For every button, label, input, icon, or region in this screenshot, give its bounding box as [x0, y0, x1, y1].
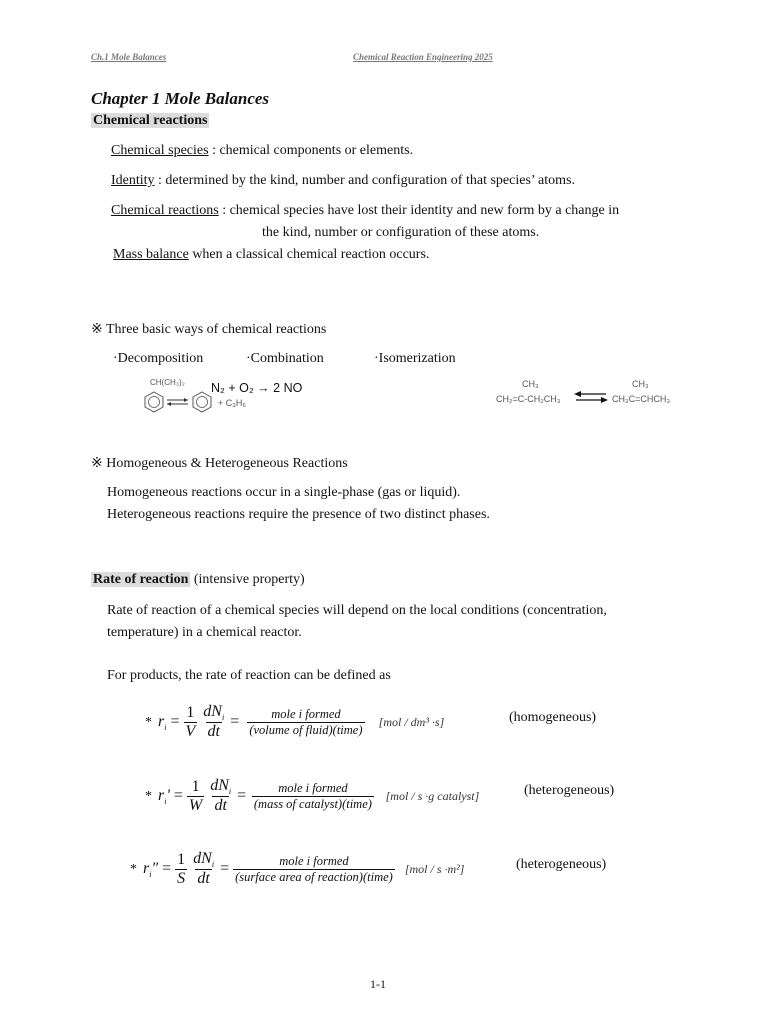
type-combination: ·Combination	[246, 351, 324, 366]
header-left: Ch.1 Mole Balances	[91, 52, 167, 62]
eq-dt: dt	[214, 797, 227, 815]
eq-star: *	[130, 861, 137, 877]
def-chemical-reactions-cont: the kind, number or configuration of these atoms.	[262, 225, 540, 240]
eq-one: 1	[186, 703, 195, 721]
equation-heterogeneous-surface: * $r_i''$ = $\frac{1}{S}$ $\frac{dN_i}{dt}$ = $\frac{\text{mole i formed}}{\text{(surface area of reaction)(time)}}$ [mol / s ·m²]	[130, 850, 465, 888]
eq-dt: dt	[207, 723, 220, 741]
def-identity	[111, 173, 575, 189]
eq-numerator: mole i formed	[271, 706, 341, 721]
eq-star: *	[145, 714, 152, 730]
eq-mass: W	[188, 796, 203, 814]
term: Chemical species	[111, 143, 209, 158]
equilibrium-arrows	[572, 390, 610, 404]
eq-denominator: (mass of catalyst)(time)	[253, 796, 372, 811]
eq-surface: S	[177, 869, 186, 887]
term: Mass balance	[113, 247, 189, 262]
eq-label-homogeneous: (homogeneous)	[509, 710, 597, 725]
homo-title: ※ Homogeneous & Heterogeneous Reactions	[91, 456, 348, 471]
section-heading-chemical-reactions	[91, 111, 209, 129]
eq-denominator: (volume of fluid)(time)	[249, 722, 363, 737]
def-chemical-reactions	[111, 203, 619, 219]
rate-para-1: Rate of reaction of a chemical species will depend on the local conditions (concentration,	[107, 603, 607, 618]
eq-dn: dN	[193, 850, 212, 867]
page-number: 1-1	[370, 977, 386, 991]
rate-note: (intensive property)	[190, 572, 305, 587]
eq-label-heterogeneous-1: (heterogeneous)	[524, 783, 615, 798]
def-chemical-species	[111, 143, 413, 159]
iso-right-methyl: CH₃	[632, 379, 649, 389]
eq-lhs: r	[143, 859, 150, 877]
ways-title: ※ Three basic ways of chemical reactions	[91, 322, 327, 337]
definition: : determined by the kind, number and configuration of that species’ atoms.	[154, 173, 575, 188]
iso-left-methyl: CH₃	[522, 379, 539, 389]
section-heading-text: Chemical reactions	[93, 113, 208, 128]
eq-unit: [mol / s ·m²]	[404, 861, 465, 876]
homo-line-2: Heterogeneous reactions require the presence of two distinct phases.	[107, 507, 490, 522]
eq-dn: dN	[203, 703, 222, 720]
eq-prime: '	[166, 786, 170, 804]
eq-sub: i	[164, 722, 167, 732]
eq-one: 1	[191, 777, 200, 795]
decomp-substituent: CH(CH₃)₂	[150, 378, 185, 387]
def-mass-balance	[113, 247, 429, 263]
rate-heading: Rate of reaction	[93, 572, 189, 587]
eq-label-heterogeneous-2: (heterogeneous)	[516, 857, 607, 872]
eq-lhs: r	[158, 786, 165, 804]
iso-left-molecule: CH₂=C-CH₂CH₃	[496, 394, 561, 404]
eq-dn-sub: i	[228, 787, 232, 797]
eq-one: 1	[177, 850, 186, 868]
definition: : chemical species have lost their identity and new form by a change in	[218, 203, 620, 218]
eq-star: *	[145, 788, 152, 804]
rate-heading-line	[91, 572, 305, 588]
eq-dn: dN	[210, 777, 229, 794]
term: Chemical reactions	[111, 203, 219, 218]
decomp-product: + C₃H₆	[218, 398, 247, 408]
definition: : chemical components or elements.	[208, 143, 414, 158]
eq-dn-sub: i	[211, 860, 215, 870]
equation-heterogeneous-mass: * $r_i'$ = $\frac{1}{W}$ $\frac{dN_i}{dt}$ = $\frac{\text{mole i formed}}{\text{(mass of catalyst)(time)}}$ [mol / s ·g catalyst]	[145, 777, 480, 815]
eq-numerator: mole i formed	[279, 853, 349, 868]
eq-numerator: mole i formed	[278, 780, 348, 795]
eq-lhs: r	[158, 712, 165, 730]
combination-equation: N₂ + O₂ → 2 NO	[211, 381, 303, 395]
eq-prime: ″	[151, 859, 159, 877]
definition: when a classical chemical reaction occurs.	[188, 247, 430, 262]
type-isomerization: ·Isomerization	[374, 351, 456, 366]
eq-unit: [mol / dm³ ·s]	[378, 714, 445, 729]
type-decomposition: ·Decomposition	[113, 351, 204, 366]
chapter-title: Chapter 1 Mole Balances	[91, 89, 270, 108]
homo-line-1: Homogeneous reactions occur in a single-phase (gas or liquid).	[107, 485, 461, 500]
header-right: Chemical Reaction Engineering 2025	[353, 52, 493, 62]
eq-dn-sub: i	[221, 713, 225, 723]
eq-denominator: (surface area of reaction)(time)	[235, 869, 393, 884]
eq-sub: i	[164, 796, 167, 806]
eq-unit: [mol / s ·g catalyst]	[385, 788, 480, 803]
rate-para-1b: temperature) in a chemical reactor.	[107, 625, 302, 640]
eq-sub: i	[149, 869, 152, 879]
eq-dt: dt	[197, 870, 210, 888]
eq-volume: V	[185, 722, 196, 740]
iso-right-molecule: CH₃C=CHCH₃	[612, 394, 671, 404]
term: Identity	[111, 173, 155, 188]
equation-homogeneous: * $r_i$ = $\frac{1}{V}$ $\frac{dN_i}{dt}$ = $\frac{\text{mole i formed}}{\text{(volume of fluid)(time)}}$ [mol / dm³ ·s]	[145, 703, 445, 741]
rate-para-2: For products, the rate of reaction can be defined as	[107, 668, 391, 683]
